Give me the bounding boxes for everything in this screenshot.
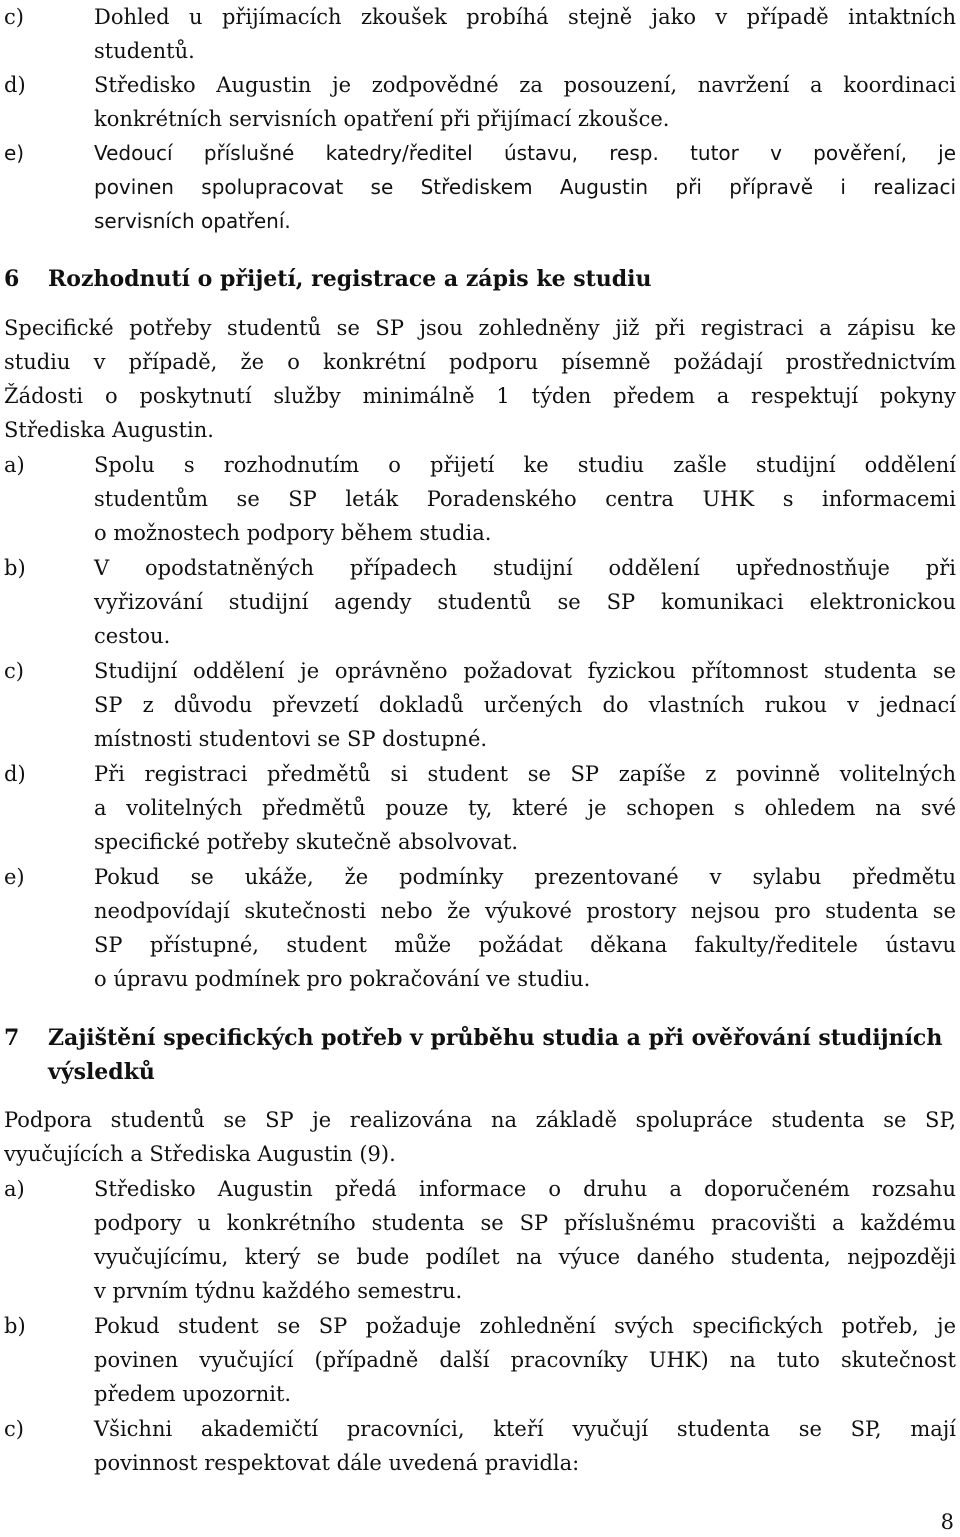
list-item <box>4 1172 956 1308</box>
text-line: studentů. <box>94 39 195 63</box>
list-item <box>4 551 956 653</box>
list-item <box>4 448 956 550</box>
text-line: servisních opatření. <box>94 209 291 233</box>
text-line: vyučujících a Střediska Augustin (9). <box>4 1142 396 1166</box>
text-line: předem upozornit. <box>94 1382 292 1406</box>
text-line: o možnostech podpory během studia. <box>94 521 492 545</box>
text-line: vyučujícímu, který se bude podílet na výuce daného studenta, nejpozději <box>94 1245 956 1269</box>
list-marker: b) <box>4 1314 26 1338</box>
list-marker: e) <box>4 865 25 889</box>
text-line: Žádosti o poskytnutí služby minimálně 1 týden předem a respektují pokyny <box>4 384 956 408</box>
text-line: Pokud se ukáže, že podmínky prezentované v sylabu předmětu <box>94 865 956 889</box>
list-marker: e) <box>4 141 25 165</box>
text-line: o úpravu podmínek pro pokračování ve studiu. <box>94 967 591 991</box>
text-segment: tutor v pověření, je <box>690 141 957 165</box>
list-item <box>4 1412 956 1480</box>
list-item <box>4 1309 956 1411</box>
text-line: v prvním týdnu každého semestru. <box>94 1279 463 1303</box>
text-line: Při registraci předmětů si student se SP zapíše z povinně volitelných <box>94 762 956 786</box>
text-line: Střediska Augustin. <box>4 418 214 442</box>
text-line: povinen vyučující (případně další pracovníky UHK) na tuto skutečnost <box>94 1348 956 1372</box>
list-item <box>4 654 956 756</box>
section-heading <box>4 262 956 296</box>
list-item <box>4 68 956 136</box>
list-marker: a) <box>4 453 25 477</box>
text-line: Specifické potřeby studentů se SP jsou zohledněny již při registraci a zápisu ke <box>4 316 956 340</box>
text-line: a volitelných předmětů pouze ty, které je schopen s ohledem na své <box>94 796 956 820</box>
text-line: specifické potřeby skutečně absolvovat. <box>94 830 519 854</box>
text-line: konkrétních servisních opatření při přijímací zkoušce. <box>94 107 670 131</box>
list-marker: c) <box>4 1417 24 1441</box>
section-heading <box>4 1021 956 1089</box>
text-line: studiu v případě, že o konkrétní podporu písemně požádají prostřednictvím <box>4 350 956 374</box>
text-line: podpory u konkrétního studenta se SP příslušnému pracovišti a každému <box>94 1211 956 1235</box>
section-title-line: Zajištění specifických potřeb v průběhu studia a při ověřování studijních <box>48 1025 943 1051</box>
text-line: V opodstatněných případech studijní oddělení upřednostňuje při <box>94 556 956 580</box>
text-line <box>94 136 956 170</box>
text-line: povinen spolupracovat se Střediskem Augustin při přípravě i realizaci <box>94 175 956 199</box>
list-item <box>4 757 956 859</box>
text-line: studentům se SP leták Poradenského centra UHK s informacemi <box>94 487 956 511</box>
text-line: cestou. <box>94 624 171 648</box>
list-item <box>4 0 956 68</box>
text-line: Podpora studentů se SP je realizována na základě spolupráce studenta se SP, <box>4 1108 956 1132</box>
text-line: Středisko Augustin je zodpovědné za posouzení, navržení a koordinaci <box>94 73 956 97</box>
list-marker: b) <box>4 556 26 580</box>
text-line: SP z důvodu převzetí dokladů určených do vlastních rukou v jednací <box>94 693 956 717</box>
list-item <box>4 136 956 238</box>
text-line: Středisko Augustin předá informace o druhu a doporučeném rozsahu <box>94 1177 956 1201</box>
text-line: Dohled u přijímacích zkoušek probíhá stejně jako v případě intaktních <box>94 5 956 29</box>
list-marker: c) <box>4 5 24 29</box>
text-line: Všichni akademičtí pracovníci, kteří vyučují studenta se SP, mají <box>94 1417 956 1441</box>
text-line: Studijní oddělení je oprávněno požadovat fyzickou přítomnost studenta se <box>94 659 956 683</box>
list-marker: d) <box>4 73 26 97</box>
text-segment: Vedoucí příslušné katedry/ředitel ústavu, resp. <box>94 141 659 165</box>
list-marker: a) <box>4 1177 25 1201</box>
paragraph <box>4 1103 956 1171</box>
text-line: neodpovídají skutečnosti nebo že výukové prostory nejsou pro studenta se <box>94 899 956 923</box>
text-line: místnosti studentovi se SP dostupné. <box>94 727 488 751</box>
text-line: Pokud student se SP požaduje zohlednění svých specifických potřeb, je <box>94 1314 956 1338</box>
text-line: povinnost respektovat dále uvedená pravidla: <box>94 1451 580 1475</box>
page-number: 8 <box>940 1510 954 1534</box>
paragraph <box>4 311 956 447</box>
text-line: vyřizování studijní agendy studentů se SP komunikaci elektronickou <box>94 590 956 614</box>
text-line: Spolu s rozhodnutím o přijetí ke studiu zašle studijní oddělení <box>94 453 956 477</box>
section-title-line: výsledků <box>48 1059 155 1085</box>
section-title: Rozhodnutí o přijetí, registrace a zápis ke studiu <box>48 266 652 292</box>
list-item <box>4 860 956 996</box>
list-marker: c) <box>4 659 24 683</box>
section-number: 6 <box>4 266 20 292</box>
text-line: SP přístupné, student může požádat děkana fakulty/ředitele ústavu <box>94 933 956 957</box>
section-number: 7 <box>4 1025 20 1051</box>
list-marker: d) <box>4 762 26 786</box>
